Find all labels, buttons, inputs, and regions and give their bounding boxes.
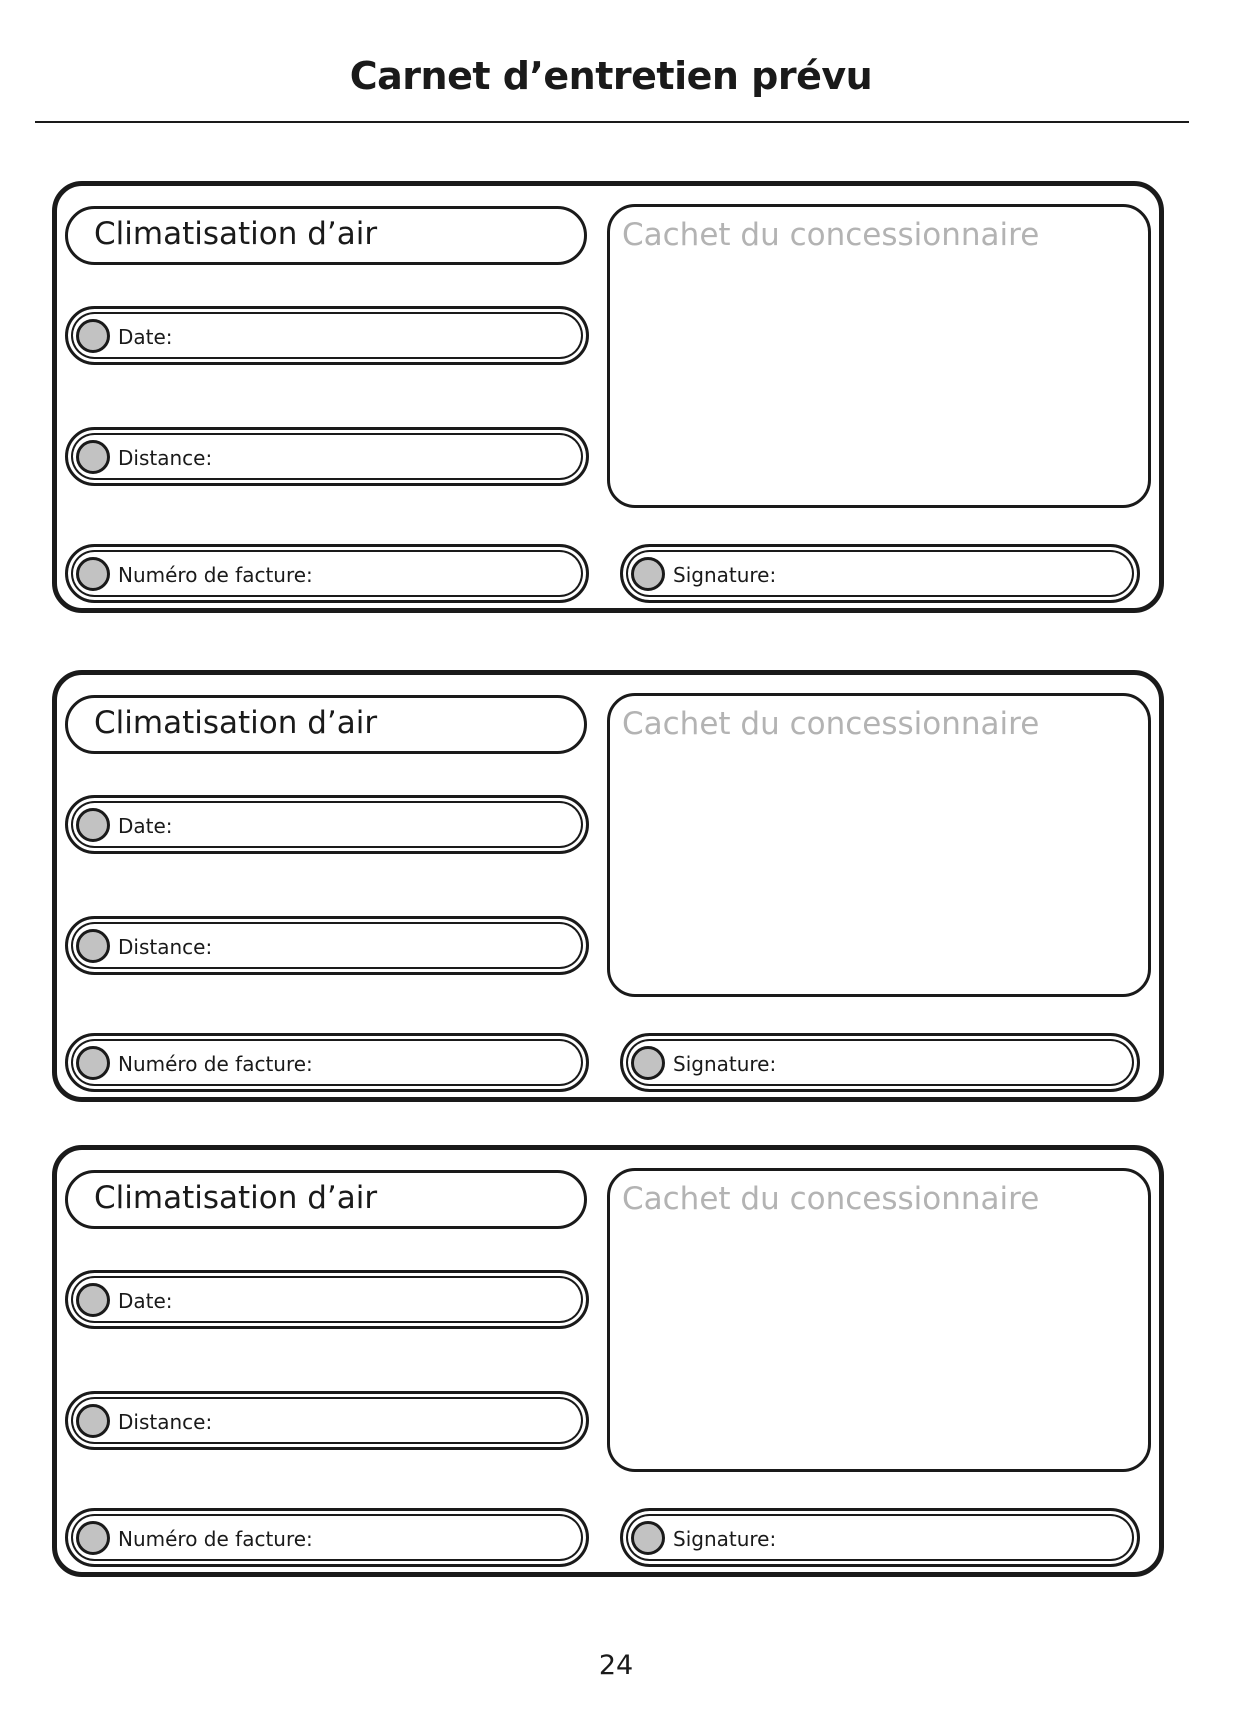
date-label: Date: [118,814,173,838]
signature-field[interactable] [620,544,1140,603]
invoice-checkbox[interactable] [76,557,110,591]
distance-label: Distance: [118,446,213,470]
date-label: Date: [118,1289,173,1313]
signature-field[interactable] [620,1033,1140,1092]
distance-field[interactable] [65,1391,589,1450]
section-title-box [65,206,587,265]
date-field[interactable] [65,306,589,365]
invoice-checkbox[interactable] [76,1521,110,1555]
signature-checkbox[interactable] [631,557,665,591]
title-divider [35,121,1189,123]
section-title-box [65,695,587,754]
invoice-label: Numéro de facture: [118,1527,313,1551]
dealer-stamp-box[interactable] [607,1168,1151,1472]
invoice-label: Numéro de facture: [118,563,313,587]
dealer-stamp-label: Cachet du concessionnaire [622,1181,1040,1217]
invoice-number-field[interactable] [65,1033,589,1092]
signature-label: Signature: [673,1527,777,1551]
dealer-stamp-label: Cachet du concessionnaire [622,706,1040,742]
signature-checkbox[interactable] [631,1046,665,1080]
invoice-label: Numéro de facture: [118,1052,313,1076]
signature-field[interactable] [620,1508,1140,1567]
distance-label: Distance: [118,935,213,959]
dealer-stamp-box[interactable] [607,204,1151,508]
service-record-card [52,1145,1164,1577]
invoice-number-field[interactable] [65,1508,589,1567]
dealer-stamp-label: Cachet du concessionnaire [622,217,1040,253]
distance-checkbox[interactable] [76,440,110,474]
section-title: Climatisation d’air [94,216,378,252]
section-title: Climatisation d’air [94,1180,378,1216]
dealer-stamp-box[interactable] [607,693,1151,997]
service-record-card [52,181,1164,613]
distance-label: Distance: [118,1410,213,1434]
distance-field[interactable] [65,427,589,486]
page-number: 24 [598,1650,634,1681]
distance-checkbox[interactable] [76,929,110,963]
date-field[interactable] [65,1270,589,1329]
signature-label: Signature: [673,563,777,587]
distance-checkbox[interactable] [76,1404,110,1438]
date-checkbox[interactable] [76,1283,110,1317]
section-title-box [65,1170,587,1229]
invoice-number-field[interactable] [65,544,589,603]
date-label: Date: [118,325,173,349]
signature-checkbox[interactable] [631,1521,665,1555]
date-field[interactable] [65,795,589,854]
section-title: Climatisation d’air [94,705,378,741]
date-checkbox[interactable] [76,319,110,353]
distance-field[interactable] [65,916,589,975]
signature-label: Signature: [673,1052,777,1076]
date-checkbox[interactable] [76,808,110,842]
service-record-card [52,670,1164,1102]
page-title: Carnet d’entretien prévu [349,54,873,98]
invoice-checkbox[interactable] [76,1046,110,1080]
